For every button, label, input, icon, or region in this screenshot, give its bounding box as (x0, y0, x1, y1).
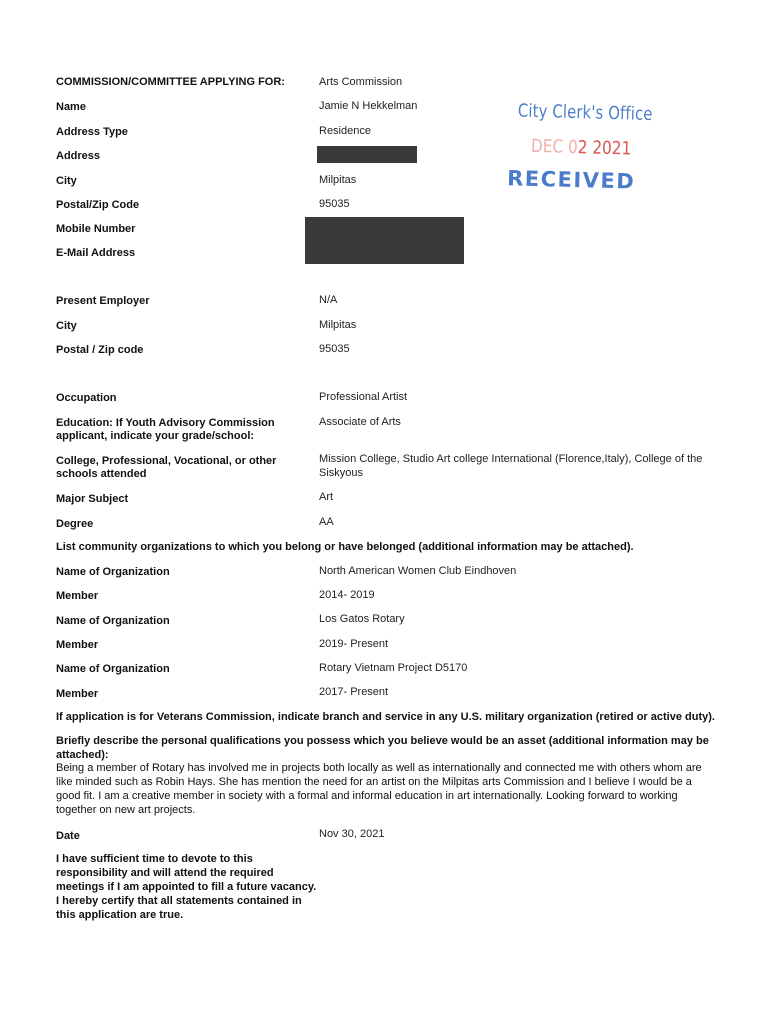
org-name-label: Name of Organization (56, 566, 170, 578)
org-member-value: 2019- Present (319, 638, 389, 650)
stamp-date-strong: 2 2021 (577, 137, 632, 160)
employer-zip-value: 95035 (319, 343, 350, 355)
certification-line4: I hereby certify that all statements contained in (56, 895, 302, 907)
org-name-label: Name of Organization (56, 663, 170, 675)
org-name-value: Rotary Vietnam Project D5170 (319, 662, 468, 674)
major-label: Major Subject (56, 493, 129, 505)
zip-value: 95035 (319, 198, 350, 210)
commission-value: Arts Commission (319, 76, 403, 88)
org-name-value: North American Women Club Eindhoven (319, 565, 517, 577)
college-value-line1: Mission College, Studio Art college International (Florence,Italy), College of the (319, 453, 703, 465)
org-member-label: Member (56, 590, 99, 602)
college-label-line2: schools attended (56, 468, 147, 480)
occupation-value: Professional Artist (319, 391, 408, 403)
org-name-value: Los Gatos Rotary (319, 613, 405, 625)
org-member-label: Member (56, 688, 99, 700)
name-value: Jamie N Hekkelman (319, 100, 418, 112)
degree-value: AA (319, 516, 334, 528)
org-member-value: 2017- Present (319, 686, 389, 698)
stamp-date (531, 136, 632, 160)
major-value: Art (319, 491, 334, 503)
employer-label: Present Employer (56, 295, 150, 307)
organizations-intro: List community organizations to which you belong or have belonged (additional information may be attached). (56, 541, 634, 553)
city-value: Milpitas (319, 174, 357, 186)
employer-zip-label: Postal / Zip code (56, 344, 144, 356)
date-value: Nov 30, 2021 (319, 828, 385, 840)
employer-city-value: Milpitas (319, 319, 357, 331)
college-label-line1: College, Professional, Vocational, or other (56, 455, 277, 467)
name-label: Name (56, 101, 86, 113)
address-label: Address (56, 150, 101, 162)
org-name-label: Name of Organization (56, 615, 170, 627)
qualifications-prompt-line2: attached): (56, 749, 109, 761)
org-member-value: 2014- 2019 (319, 589, 375, 601)
date-label: Date (56, 830, 80, 842)
stamp-date-faint: DEC 0 (530, 135, 579, 159)
certification-line3: meetings if I am appointed to fill a future vacancy. (56, 881, 317, 893)
employer-value: N/A (319, 294, 338, 306)
certification-line2: responsibility and will attend the required (56, 867, 274, 879)
education-value: Associate of Arts (319, 416, 401, 428)
veterans-instruction: If application is for Veterans Commission, indicate branch and service in any U.S. military organization (retired or active duty). (56, 711, 715, 723)
education-label-line1: Education: If Youth Advisory Commission (56, 417, 275, 429)
qualifications-answer-line2: like minded such as Robin Hays. She has mention the need for an artist on the Milpitas arts Commission and I believe I would be a (56, 776, 692, 788)
zip-label: Postal/Zip Code (56, 199, 140, 211)
address-type-label: Address Type (56, 126, 128, 138)
degree-label: Degree (56, 518, 94, 530)
address-type-value: Residence (319, 125, 371, 137)
qualifications-answer-line4: together on new art projects. (56, 804, 196, 816)
stamp-office-text: City Clerk's Office (517, 100, 653, 126)
address-redaction (317, 146, 417, 163)
qualifications-prompt-line1: Briefly describe the personal qualifications you possess which you believe would be an asset (additional information may be (56, 735, 709, 747)
certification-line5: this application are true. (56, 909, 184, 921)
email-label: E-Mail Address (56, 247, 136, 259)
qualifications-answer-line1: Being a member of Rotary has involved me in projects both locally as well as internationally and connected me with others whom are (56, 762, 702, 774)
commission-label: COMMISSION/COMMITTEE APPLYING FOR: (56, 76, 285, 88)
stamp-received-text: RECEIVED (506, 166, 636, 194)
occupation-label: Occupation (56, 392, 117, 404)
qualifications-answer-line3: good fit. I am a creative member in society with a formal and informal education in art internationally. Looking forward to working (56, 790, 678, 802)
college-value-line2: Siskyous (319, 467, 364, 479)
org-member-label: Member (56, 639, 99, 651)
contact-redaction (305, 217, 464, 264)
certification-line1: I have sufficient time to devote to this (56, 853, 253, 865)
city-label: City (56, 175, 77, 187)
employer-city-label: City (56, 320, 77, 332)
education-label-line2: applicant, indicate your grade/school: (56, 430, 255, 442)
received-stamp (499, 96, 652, 200)
mobile-label: Mobile Number (56, 223, 136, 235)
